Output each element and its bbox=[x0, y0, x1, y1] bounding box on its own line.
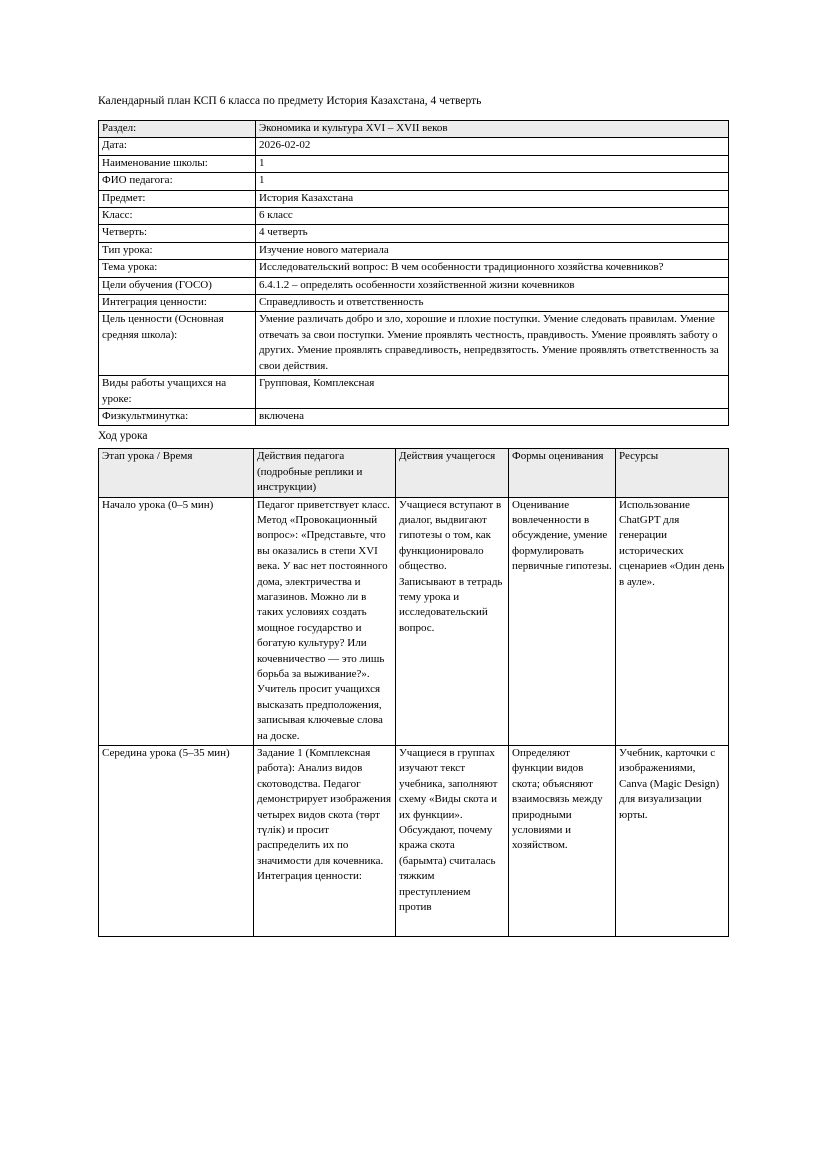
info-label: Наименование школы: bbox=[99, 155, 256, 172]
info-row bbox=[99, 208, 729, 225]
student-actions-cell: Учащиеся вступают в диалог, выдвигают гипотезы о том, как функционировало общество. Записывают в тетрадь тему урока и исследовательский вопрос. bbox=[396, 497, 509, 746]
section-heading: Ход урока bbox=[98, 430, 148, 443]
column-header-resources: Ресурсы bbox=[616, 449, 729, 497]
info-value: 1 bbox=[256, 155, 729, 172]
info-row bbox=[99, 121, 729, 138]
info-value: Умение различать добро и зло, хорошие и плохие поступки. Умение следовать правилам. Умение отвечать за свои поступки. Умение проявлять честность, правдивость. Умение проявлять заботу о других. Умение проявлять справедливость, непредвзятость. Умение проявлять ответственность за свои действия. bbox=[256, 312, 729, 376]
info-label: Физкультминутка: bbox=[99, 408, 256, 425]
info-label: Четверть: bbox=[99, 225, 256, 242]
page-content bbox=[98, 94, 728, 937]
info-label: Класс: bbox=[99, 208, 256, 225]
info-row bbox=[99, 242, 729, 259]
info-value: 2026-02-02 bbox=[256, 138, 729, 155]
info-value: 1 bbox=[256, 173, 729, 190]
info-value: 6 класс bbox=[256, 208, 729, 225]
info-row bbox=[99, 190, 729, 207]
lesson-table bbox=[98, 448, 729, 937]
document-title: Календарный план КСП 6 класса по предмету История Казахстана, 4 четверть bbox=[98, 95, 482, 107]
info-row bbox=[99, 277, 729, 294]
info-table bbox=[98, 120, 729, 426]
lesson-row-start bbox=[99, 497, 729, 746]
info-row bbox=[99, 408, 729, 425]
info-row bbox=[99, 260, 729, 277]
info-value: Справедливость и ответственность bbox=[256, 295, 729, 312]
info-value: 6.4.1.2 – определять особенности хозяйственной жизни кочевников bbox=[256, 277, 729, 294]
lesson-row-middle bbox=[99, 746, 729, 937]
info-label: Предмет: bbox=[99, 190, 256, 207]
column-header-assessment: Формы оценивания bbox=[509, 449, 616, 497]
info-label: Дата: bbox=[99, 138, 256, 155]
info-label: Раздел: bbox=[99, 121, 256, 138]
info-row bbox=[99, 155, 729, 172]
info-label: Интеграция ценности: bbox=[99, 295, 256, 312]
assessment-cell: Оценивание вовлеченности в обсуждение, умение формулировать первичные гипотезы. bbox=[509, 497, 616, 746]
column-header-stage: Этап урока / Время bbox=[99, 449, 254, 497]
info-row bbox=[99, 138, 729, 155]
info-row bbox=[99, 295, 729, 312]
info-value: 4 четверть bbox=[256, 225, 729, 242]
info-value: Экономика и культура XVI – XVII веков bbox=[256, 121, 729, 138]
stage-cell: Начало урока (0–5 мин) bbox=[99, 497, 254, 746]
info-value: включена bbox=[256, 408, 729, 425]
stage-cell: Середина урока (5–35 мин) bbox=[99, 746, 254, 937]
teacher-actions-cell: Задание 1 (Комплексная работа): Анализ видов скотоводства. Педагог демонстрирует изображения четырех видов скота (төрт түлік) и просит распределить их по значимости для кочевника. Интеграция ценности: bbox=[254, 746, 396, 937]
resources-cell: Учебник, карточки с изображениями, Canva (Magic Design) для визуализации юрты. bbox=[616, 746, 729, 937]
info-value: История Казахстана bbox=[256, 190, 729, 207]
info-row bbox=[99, 376, 729, 409]
info-row bbox=[99, 312, 729, 376]
info-label: Цель ценности (Основная средняя школа): bbox=[99, 312, 256, 376]
info-value: Изучение нового материала bbox=[256, 242, 729, 259]
info-value: Групповая, Комплексная bbox=[256, 376, 729, 409]
info-row bbox=[99, 225, 729, 242]
column-header-teacher-actions: Действия педагога (подробные реплики и инструкции) bbox=[254, 449, 396, 497]
info-label: Тип урока: bbox=[99, 242, 256, 259]
info-label: Виды работы учащихся на уроке: bbox=[99, 376, 256, 409]
student-actions-cell: Учащиеся в группах изучают текст учебника, заполняют схему «Виды скота и их функции». Обсуждают, почему кража скота (барымта) считалась тяжким преступлением против bbox=[396, 746, 509, 937]
teacher-actions-cell: Педагог приветствует класс. Метод «Провокационный вопрос»: «Представьте, что вы оказались в степи XVI века. У вас нет постоянного дома, электричества и магазинов. Можно ли в таких условиях создать мощное государство и богатую культуру? Или кочевничество — это лишь борьба за выживание?». Учитель просит учащихся высказать предположения, записывая ключевые слова на доске. bbox=[254, 497, 396, 746]
info-label: Тема урока: bbox=[99, 260, 256, 277]
info-value: Исследовательский вопрос: В чем особенности традиционного хозяйства кочевников? bbox=[256, 260, 729, 277]
info-row bbox=[99, 173, 729, 190]
lesson-header-row bbox=[99, 449, 729, 497]
resources-cell: Использование ChatGPT для генерации исторических сценариев «Один день в ауле». bbox=[616, 497, 729, 746]
info-label: Цели обучения (ГОСО) bbox=[99, 277, 256, 294]
assessment-cell: Определяют функции видов скота; объясняют взаимосвязь между природными условиями и хозяйством. bbox=[509, 746, 616, 937]
column-header-student-actions: Действия учащегося bbox=[396, 449, 509, 497]
info-label: ФИО педагога: bbox=[99, 173, 256, 190]
